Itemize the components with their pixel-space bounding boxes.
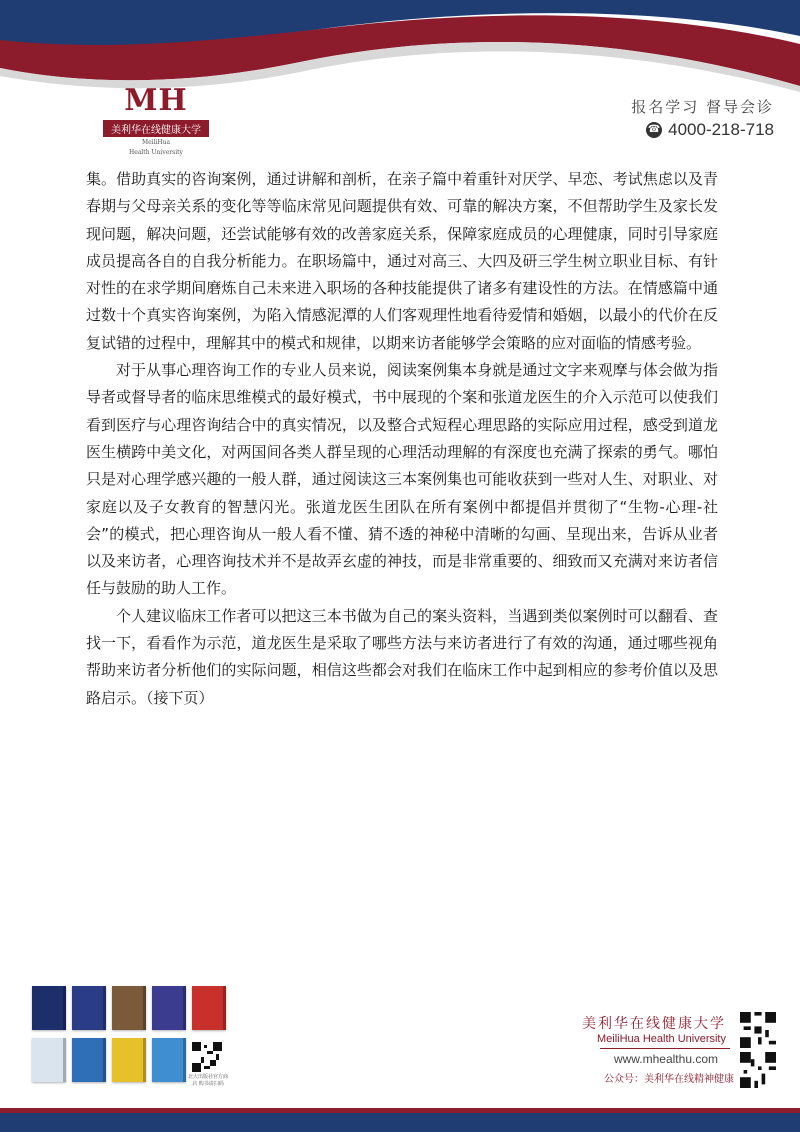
article-paragraph-1: 集。借助真实的咨询案例，通过讲解和剖析，在亲子篇中着重针对厌学、早恋、考试焦虑以及青春期与父母亲关系的变化等等临床常见问题提供有效、可靠的解决方案，不但帮助学生及家长发现问题，解决问题，还尝试能够有效的改善家庭关系，保障家庭成员的心理健康，同时引导家庭成员提高各自的自我分析能力。在职场篇中，通过对高三、大四及研三学生树立职业目标、有针对性的在求学期间磨炼自己未来进入职场的各种技能提供了诸多有建设性的方法。在情感篇中通过数十个真实咨询案例，为陷入情感泥潭的人们客观理性地看待爱情和婚姻，以最小的代价在反复试错的过程中，理解其中的模式和规律，以期来访者能够学会策略的应对面临的情感考验。 — [86, 170, 718, 352]
qr-code-icon — [192, 1042, 222, 1072]
book-cover-3 — [112, 986, 146, 1030]
book-cover-5 — [192, 986, 226, 1030]
article-paragraph-3: 个人建议临床工作者可以把这三本书做为自己的案头资料，当遇到类似案例时可以翻看、查找一下，看看作为示范，道龙医生是采取了哪些方法与来访者进行了有效的沟通，通过哪些视角帮助来访者分析他们的实际问题，相信这些都会对我们在临床工作中起到相应的参考价值以及思路启示。（接下页） — [86, 606, 718, 707]
footer-divider — [600, 1048, 730, 1049]
book-cover-4 — [152, 986, 186, 1030]
footer-brand-cn: 美利华在线健康大学 — [582, 1016, 726, 1032]
article-paragraph-2: 对于从事心理咨询工作的专业人员来说，阅读案例集本身就是通过文字来观摩与体会做为指导者或督导者的临床思维模式的最好模式，书中展现的个案和张道龙医生的介入示范可以使我们看到医疗与心理咨询结合中的真实情况，以及整合式短程心理思路的实际应用过程，感受到道龙医生横跨中美文化，对两国间各类人群呈现的心理活动理解的有深度也充满了探索的勇气。哪怕只是对心理学感兴趣的一般人群，通过阅读这三本案例集也可能收获到一些对人生、对职业、对家庭以及子女教育的智慧闪光。张道龙医生团队在所有案例中都提倡并贯彻了“生物-心理-社会”的模式，把心理咨询从一般人看不懂、猜不透的神秘中清晰的勾画、呈现出来，告诉从业者以及来访者，心理咨询技术并不是故弄玄虚的神技，而是非常重要的、细致而又充满对来访者信任与鼓励的助人工作。 — [86, 361, 718, 598]
book-cover-8 — [112, 1038, 146, 1082]
book-cover-9 — [152, 1038, 186, 1082]
logo-name-cn: 美利华在线健康大学 — [103, 120, 209, 137]
header-phone-row — [646, 120, 774, 140]
footer-wechat: 公众号：美利华在线精神健康 — [604, 1074, 734, 1085]
logo-name-en-line1: MeiliHua — [141, 139, 171, 146]
book-cover-1 — [32, 986, 66, 1030]
footer-brand — [582, 1013, 726, 1045]
footer-bar — [0, 1108, 800, 1132]
book-cover-2 — [72, 986, 106, 1030]
header-phone-number: 4000-218-718 — [668, 120, 774, 139]
article-body — [86, 166, 718, 712]
footer-website: www.mhealthu.com — [613, 1052, 718, 1066]
qr-code-icon — [740, 1052, 776, 1088]
logo-name-en-line2: Health University — [129, 149, 183, 156]
qr-caption: 北大出版社官方商店 购书请扫码 — [187, 1074, 228, 1087]
logo-mark: MH — [124, 83, 188, 118]
header-slogan: 报名学习 督导会诊 — [631, 98, 774, 116]
footer-brand-en: MeiliHua Health University — [597, 1033, 726, 1045]
qr-code-icon — [740, 1012, 776, 1048]
book-cover-6 — [32, 1038, 66, 1082]
page-header — [0, 0, 800, 160]
book-cover-7 — [72, 1038, 106, 1082]
brand-logo — [100, 84, 212, 154]
phone-icon: ☎ — [646, 122, 662, 138]
